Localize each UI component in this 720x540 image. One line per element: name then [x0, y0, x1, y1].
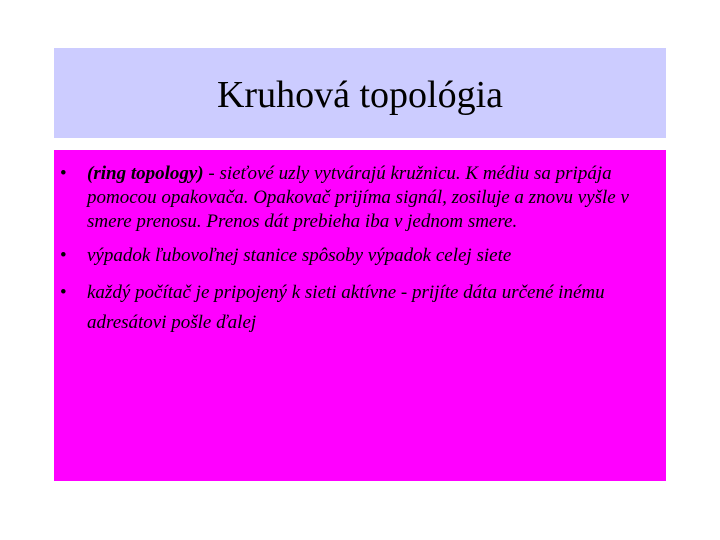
- bullet-icon: •: [60, 282, 67, 303]
- bullet-item-ring-topology: [54, 162, 654, 234]
- bullet-bold-term: (ring topology): [87, 163, 204, 184]
- bullet-item-station-failure: [54, 244, 654, 268]
- bullet-item-active-connection: [54, 278, 654, 338]
- bullet-text: výpadok ľubovoľnej stanice spôsoby výpadok celej siete: [87, 245, 512, 266]
- bullet-icon: •: [60, 245, 67, 266]
- slide-title: Kruhová topológia: [216, 74, 503, 116]
- title-panel: [54, 48, 666, 138]
- content-panel: [54, 150, 666, 481]
- bullet-text: - sieťové uzly vytvárajú kružnicu. K médiu sa pripája pomocou opakovača. Opakovač prijíma signál, zosiluje a znovu vyšle v smere prenosu. Prenos dát prebieha iba v jednom smere.: [87, 163, 629, 232]
- bullet-text: každý počítač je pripojený k sieti aktívne - prijíte dáta určené inému adresátovi pošle ďalej: [87, 282, 605, 333]
- bullet-list: [54, 162, 654, 348]
- bullet-icon: •: [60, 163, 67, 184]
